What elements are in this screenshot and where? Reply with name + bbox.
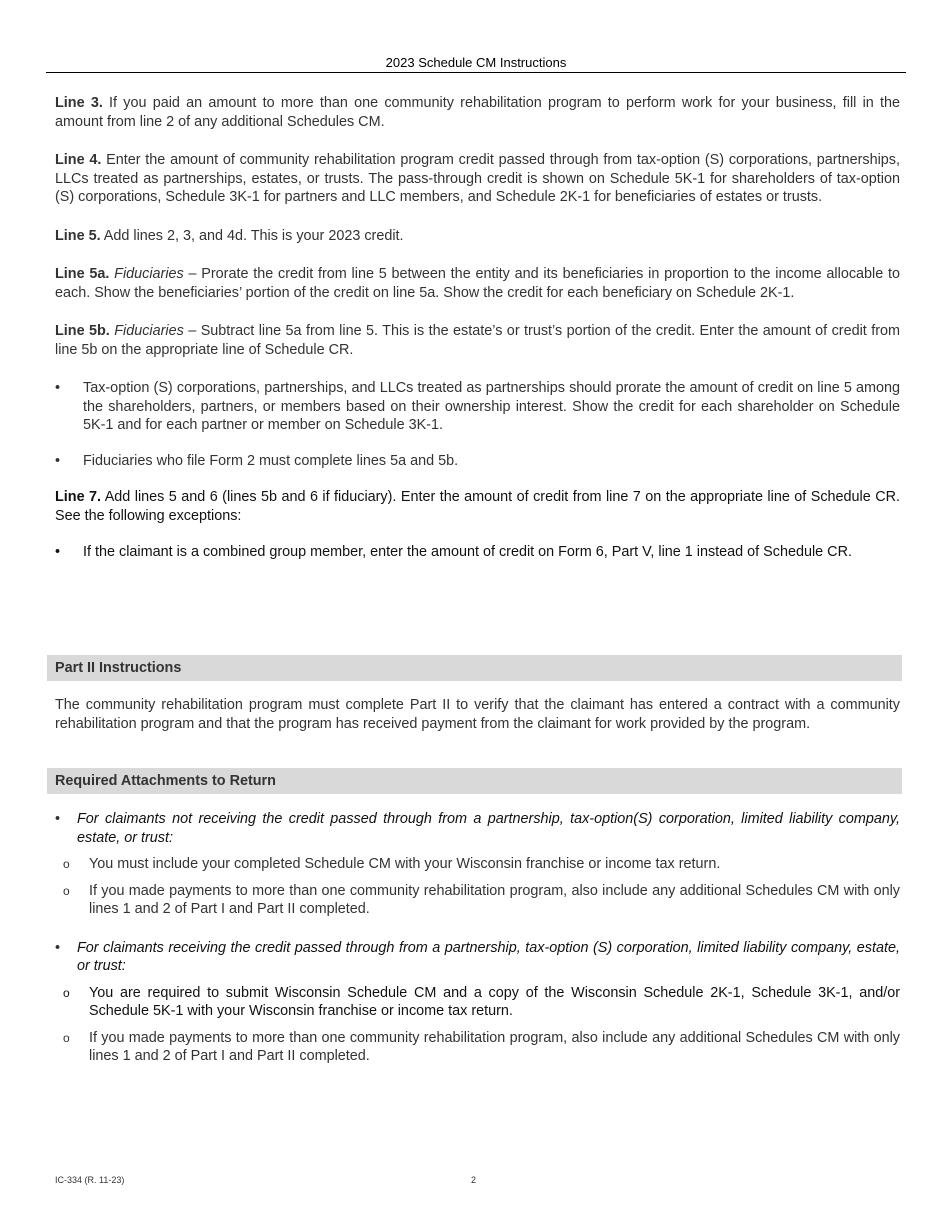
attachments-heading: Required Attachments to Return — [47, 768, 902, 794]
line-7-text: Add lines 5 and 6 (lines 5b and 6 if fiduciary). Enter the amount of credit from line 7 on the appropriate line of Schedule CR. See the following exceptions: — [55, 489, 900, 524]
attachments-section — [55, 810, 900, 1074]
line-5b-paragraph — [55, 322, 900, 359]
line-instructions — [55, 94, 900, 562]
attachments-group-1 — [55, 810, 900, 919]
line-7-paragraph — [55, 488, 900, 525]
part-2-text: The community rehabilitation program must complete Part II to verify that the claimant has entered a contract with a community rehabilitation program and that the program has received payment from the claimant for work provided by the program. — [55, 697, 900, 732]
line-7-bullet-list — [55, 543, 900, 562]
page-number: 2 — [471, 1175, 477, 1185]
part-2-heading: Part II Instructions — [47, 655, 902, 681]
line-5-paragraph — [55, 227, 900, 246]
line-5-text: Add lines 2, 3, and 4d. This is your 2023 credit. — [100, 227, 404, 244]
list-item: o You must include your completed Schedule CM with your Wisconsin franchise or income tax return. — [55, 855, 900, 874]
line-4-paragraph — [55, 151, 900, 207]
line-5b-label: Line 5b. — [55, 323, 110, 339]
attachments-group-2 — [55, 939, 900, 1066]
list-item: • Fiduciaries who file Form 2 must complete lines 5a and 5b. — [55, 452, 900, 471]
page-header: 2023 Schedule CM Instructions — [46, 55, 906, 73]
line-5-label: Line 5. — [55, 227, 101, 244]
list-item: o If you made payments to more than one community rehabilitation program, also include any additional Schedules CM with only lines 1 and 2 of Part I and Part II completed. — [55, 1029, 900, 1066]
list-item: • If the claimant is a combined group member, enter the amount of credit on Form 6, Part V, line 1 instead of Schedule CR. — [55, 543, 900, 562]
line-5-bullet-list — [55, 379, 900, 470]
group-1-intro: For claimants not receiving the credit passed through from a partnership, tax-option(S) corporation, limited liability company, estate, or trust: — [77, 811, 900, 846]
line-7-label: Line 7. — [55, 489, 102, 505]
line-4-label: Line 4. — [55, 152, 102, 168]
list-item: o If you made payments to more than one community rehabilitation program, also include any additional Schedules CM with only lines 1 and 2 of Part I and Part II completed. — [55, 882, 900, 919]
form-id: IC-334 (R. 11-23) — [55, 1175, 125, 1185]
line-3-label: Line 3. — [55, 95, 103, 111]
line-5a-text: – Prorate the credit from line 5 between the entity and its beneficiaries in proportion to the income allocable to each. Show the beneficiaries’ portion of the credit on line 5a. Show the credit for each beneficiary on Schedule 2K-1. — [55, 266, 901, 301]
group-1-items — [55, 855, 900, 919]
line-5b-italic: Fiduciaries — [109, 323, 184, 339]
list-item: o You are required to submit Wisconsin Schedule CM and a copy of the Wisconsin Schedule 2K-1, Schedule 3K-1, and/or Schedule 5K-1 with your Wisconsin franchise or income tax return. — [55, 984, 900, 1021]
list-item — [55, 939, 900, 1066]
list-item — [55, 810, 900, 919]
line-5b-text: – Subtract line 5a from line 5. This is the estate’s or trust’s portion of the credit. Enter the amount of credit from line 5b on the appropriate line of Schedule CR. — [55, 323, 901, 358]
line-5a-italic: Fiduciaries — [109, 266, 184, 282]
line-5a-label: Line 5a. — [55, 266, 110, 282]
list-item: • Tax-option (S) corporations, partnerships, and LLCs treated as partnerships should prorate the amount of credit on line 5 among the shareholders, partners, or members based on their ownership interest. Show the credit for each shareholder on Schedule 5K-1 and for each partner or member on Schedule 3K-1. — [55, 379, 900, 435]
group-2-items — [55, 984, 900, 1066]
line-3-text: If you paid an amount to more than one community rehabilitation program to perform work for your business, fill in the amount from line 2 of any additional Schedules CM. — [55, 95, 901, 130]
line-4-text: Enter the amount of community rehabilitation program credit passed through from tax-option (S) corporations, partnerships, LLCs treated as partnerships, estates, or trusts. The pass-through credit is shown on Schedule 5K-1 for shareholders of tax-option (S) corporations, Schedule 3K-1 for partners and LLC members, and Schedule 2K-1 for beneficiaries of estates or trusts. — [55, 152, 900, 205]
line-5a-paragraph — [55, 265, 900, 302]
line-3-paragraph — [55, 94, 900, 131]
group-2-intro: For claimants receiving the credit passed through from a partnership, tax-option (S) corporation, limited liability company, estate, or trust: — [77, 939, 900, 974]
